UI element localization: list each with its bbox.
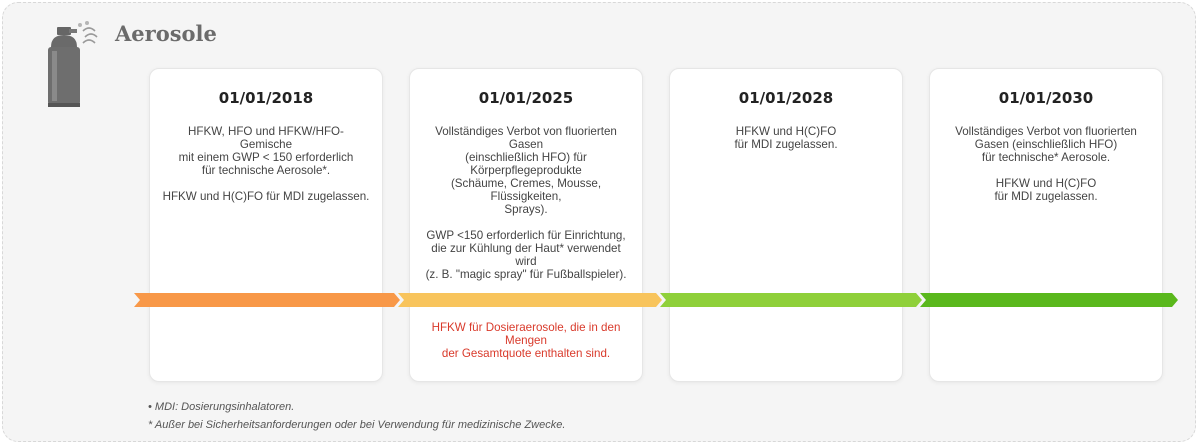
text-line: für technische* Aerosole. bbox=[981, 151, 1111, 164]
text-line: HFKW und H(C)FO bbox=[995, 177, 1097, 190]
text-line: Gasen (einschließlich HFO) bbox=[974, 138, 1118, 151]
footnote-mdi: • MDI: Dosierungsinhalatoren. bbox=[148, 401, 295, 413]
note-red bbox=[410, 321, 642, 360]
note-line: der Gesamtquote enthalten sind. bbox=[441, 347, 611, 360]
card-date: 01/01/2025 bbox=[478, 89, 574, 107]
timeline-segment-2030 bbox=[920, 293, 1178, 307]
text-line: Sprays). bbox=[504, 203, 548, 216]
page-title: Aerosole bbox=[115, 21, 217, 46]
text-line: die zur Kühlung der Haut* verwendet wird bbox=[431, 242, 621, 268]
timeline-card-2018 bbox=[149, 68, 383, 382]
note-line: HFKW für Dosieraerosole, die in den Mengen bbox=[431, 321, 621, 347]
text-line: (einschließlich HFO) für Körperpflegeprodukte bbox=[465, 151, 587, 177]
timeline-card-2028 bbox=[669, 68, 903, 382]
text-line: mit einem GWP < 150 erforderlich bbox=[178, 151, 354, 164]
timeline-card-2030 bbox=[929, 68, 1163, 382]
text-line: Vollständiges Verbot von fluorierten bbox=[955, 125, 1137, 138]
card-date: 01/01/2030 bbox=[998, 89, 1094, 107]
text-line: HFKW und H(C)FO für MDI zugelassen. bbox=[162, 190, 370, 203]
timeline-segment-2018 bbox=[134, 293, 400, 307]
footnote-exception: * Außer bei Sicherheitsanforderungen oder bei Verwendung für medizinische Zwecke. bbox=[148, 419, 566, 431]
text-line: HFKW, HFO und HFKW/HFO-Gemische bbox=[188, 125, 344, 151]
card-date: 01/01/2028 bbox=[738, 89, 834, 107]
text-line: GWP <150 erforderlich für Einrichtung, bbox=[426, 229, 626, 242]
footnotes bbox=[148, 398, 565, 434]
card-body bbox=[422, 125, 630, 307]
card-body bbox=[942, 125, 1150, 203]
timeline-segment-2028 bbox=[660, 293, 922, 307]
spray-can-icon bbox=[43, 17, 103, 111]
card-body bbox=[162, 125, 370, 203]
text-line: (Schäume, Cremes, Mousse, Flüssigkeiten, bbox=[450, 177, 602, 203]
card-date: 01/01/2018 bbox=[218, 89, 314, 107]
card-body bbox=[682, 125, 890, 151]
timeline-arrow bbox=[134, 293, 1180, 307]
timeline-card-2025 bbox=[409, 68, 643, 382]
text-line: (z. B. "magic spray" für Fußballspieler). bbox=[425, 268, 627, 281]
text-line: HFKW und H(C)FO bbox=[735, 125, 837, 138]
timeline-segment-2025 bbox=[398, 293, 662, 307]
text-line: für technische Aerosole*. bbox=[201, 164, 331, 177]
text-line: für MDI zugelassen. bbox=[734, 138, 838, 151]
text-line: Vollständiges Verbot von fluorierten Gasen bbox=[435, 125, 617, 151]
text-line: für MDI zugelassen. bbox=[994, 190, 1098, 203]
